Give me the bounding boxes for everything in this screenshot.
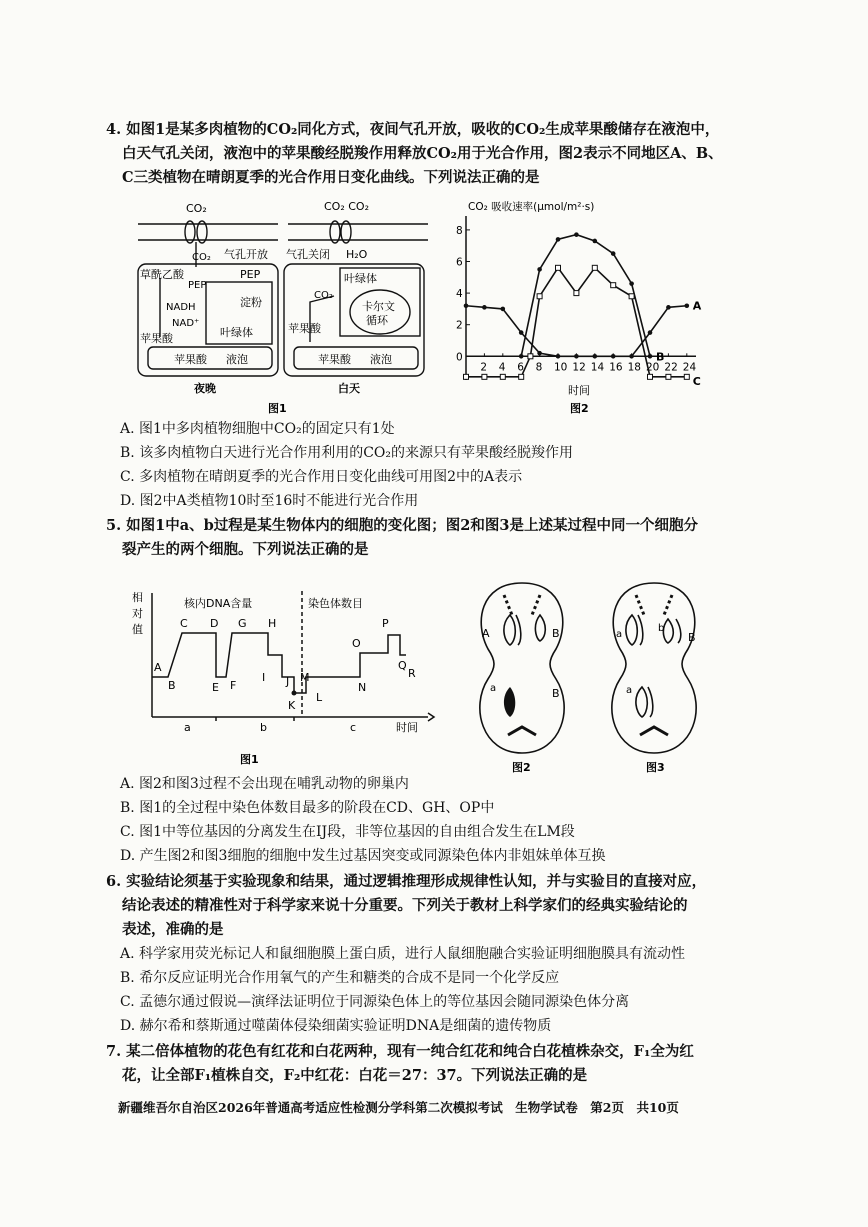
time-label: 时间: [396, 721, 418, 734]
point-Q: Q: [398, 659, 407, 672]
calvin-1-label: 卡尔文: [362, 300, 395, 313]
q7-line-1: 7. 某二倍体植物的花色有红花和白花两种，现有一纯合红花和纯合白花植株杂交，F₁全为红: [106, 1043, 694, 1060]
co2-mid-label: CO₂: [192, 252, 211, 263]
series-B-point: [574, 232, 579, 237]
series-C-point: [592, 265, 597, 270]
x-tick-label: 18: [627, 361, 641, 374]
page-footer: 新疆维吾尔自治区2026年普通高考适应性检测分学科第二次模拟考试 生物学试卷 第2页 共10页: [118, 1100, 679, 1115]
q5-figure-1: [128, 585, 448, 770]
point-B: B: [168, 679, 176, 692]
malic-vacuole-day-label: 苹果酸: [318, 353, 351, 366]
q5-fig1-caption: 图1: [240, 753, 259, 766]
point-O: O: [352, 637, 361, 650]
point-F: F: [230, 679, 237, 692]
point-H: H: [268, 617, 277, 630]
q4-line-2: 白天气孔关闭，液泡中的苹果酸经脱羧作用释放CO₂用于光合作用，图2表示不同地区A、B、: [122, 145, 723, 162]
fig2-gene-B: B: [552, 627, 560, 640]
q4-fig1-caption: 图1: [268, 402, 287, 415]
point-K: K: [288, 699, 296, 712]
q5-line-1: 5. 如图1中a、b过程是某生物体内的细胞的变化图；图2和图3是上述某过程中同一个细胞分: [106, 517, 698, 534]
chromosome-number-label: 染色体数目: [308, 597, 363, 610]
series-C-point: [528, 354, 533, 359]
co2-top-day-label: CO₂ CO₂: [324, 200, 369, 213]
point-J: J: [286, 675, 290, 688]
point-E: E: [212, 681, 219, 694]
vacuole-day-label: 液泡: [370, 353, 392, 366]
segment-a-label: a: [184, 721, 191, 734]
series-B-point: [611, 251, 616, 256]
series-C-point: [574, 291, 579, 296]
q4-option-b: B. 该多肉植物白天进行光合作用利用的CO₂的来源只有苹果酸经脱羧作用: [120, 445, 573, 461]
q5-option-b: B. 图1的全过程中染色体数目最多的阶段在CD、GH、OP中: [120, 800, 495, 816]
series-A-point: [556, 354, 561, 359]
day-label: 白天: [338, 382, 360, 395]
q5-fig2-caption: 图2: [512, 761, 531, 774]
co2-day-label: CO₂: [314, 290, 333, 301]
q4-option-d: D. 图2中A类植物10时至16时不能进行光合作用: [120, 493, 419, 509]
x-tick-label: 8: [535, 361, 543, 374]
co2-top-night-label: CO₂: [186, 202, 207, 215]
fig2-gene-a: a: [490, 683, 497, 694]
series-B-point: [537, 267, 542, 272]
stoma-closed-label: 气孔关闭: [286, 248, 330, 261]
fig2-gene-A: A: [482, 627, 490, 640]
series-A-point: [519, 330, 524, 335]
series-C-point: [537, 294, 542, 299]
y-tick-label: 4: [456, 288, 463, 301]
series-C-point: [556, 265, 561, 270]
question-5-stem: [106, 514, 766, 562]
question-7-stem: [106, 1040, 766, 1088]
series-B-point: [593, 239, 598, 244]
fig3-gene-a2: a: [626, 685, 633, 696]
starch-label: 淀粉: [240, 296, 262, 309]
q7-line-2: 花，让全部F₁植株自交，F₂中红花：白花＝27：37。下列说法正确的是: [122, 1067, 588, 1084]
malic-night-label: 苹果酸: [140, 332, 173, 345]
chloroplast-day-label: 叶绿体: [344, 272, 377, 285]
q5-figure-2: [460, 575, 590, 775]
series-C-point: [464, 374, 469, 379]
y-char-2: 对: [132, 607, 143, 620]
q5-fig3-caption: 图3: [646, 761, 665, 774]
series-A-point: [537, 351, 542, 356]
q5-option-a: A. 图2和图3过程不会出现在哺乳动物的卵巢内: [120, 776, 409, 792]
pep-label: PEP: [240, 268, 261, 281]
series-C-point: [611, 283, 616, 288]
series-A-point: [482, 305, 487, 310]
series-A-point: [593, 354, 598, 359]
point-N: N: [358, 681, 367, 694]
q4-line-3: C三类植物在晴朗夏季的光合作用日变化曲线。下列说法正确的是: [122, 169, 540, 186]
point-P: P: [382, 617, 389, 630]
q6-option-b: B. 希尔反应证明光合作用氧气的产生和糖类的合成不是同一个化学反应: [120, 970, 560, 986]
y-char-1: 相: [132, 591, 143, 604]
x-tick-label: 12: [572, 361, 586, 374]
fig3-gene-a: a: [616, 629, 623, 640]
series-C-point: [500, 374, 505, 379]
dna-content-label: 核内DNA含量: [184, 597, 253, 610]
series-B-point: [648, 354, 653, 359]
chloroplast-night-label: 叶绿体: [220, 326, 253, 339]
series-A-point: [629, 354, 634, 359]
point-D: D: [210, 617, 219, 630]
q4-line-1: 4. 如图1是某多肉植物的CO₂同化方式，夜间气孔开放，吸收的CO₂生成苹果酸储存在液泡中，: [106, 121, 720, 138]
series-C-point: [666, 374, 671, 379]
x-tick-label: 22: [664, 361, 678, 374]
series-C-point: [482, 374, 487, 379]
question-4-stem: [106, 118, 766, 190]
q5-option-c: C. 图1中等位基因的分离发生在IJ段，非等位基因的自由组合发生在LM段: [120, 824, 575, 840]
q6-option-a: A. 科学家用荧光标记人和鼠细胞膜上蛋白质，进行人鼠细胞融合实验证明细胞膜具有流动性: [120, 946, 686, 962]
point-M: M: [300, 671, 310, 684]
series-A-point: [611, 354, 616, 359]
nadh-label: NADH: [166, 302, 196, 313]
question-6-stem: [106, 870, 766, 942]
series-B-point: [556, 237, 561, 242]
calvin-2-label: 循环: [366, 314, 388, 327]
point-A: A: [154, 661, 162, 674]
q4-figure-2-chart: [448, 196, 718, 418]
series-B-point: [629, 281, 634, 286]
y-tick-label: 2: [456, 319, 463, 332]
nad-label: NAD⁺: [172, 318, 200, 329]
series-B-point: [519, 354, 524, 359]
q4-figure-1: [128, 192, 438, 417]
y-tick-label: 6: [456, 256, 463, 269]
point-G: G: [238, 617, 247, 630]
segment-c-label: c: [350, 721, 357, 734]
segment-b-label: b: [260, 721, 267, 734]
malic-vacuole-night-label: 苹果酸: [174, 353, 207, 366]
q4-option-a: A. 图1中多肉植物细胞中CO₂的固定只有1处: [120, 421, 395, 437]
fig2-gene-B2: B: [552, 687, 560, 700]
series-A-point: [464, 303, 469, 308]
pep2-label: PEP: [188, 280, 207, 291]
series-A-point: [574, 354, 579, 359]
point-R: R: [408, 667, 416, 680]
vacuole-night-label: 液泡: [226, 353, 248, 366]
x-tick-label: 4: [498, 361, 506, 374]
point-C: C: [180, 617, 188, 630]
q4-fig2-caption: 图2: [570, 402, 589, 415]
q6-option-d: D. 赫尔希和蔡斯通过噬菌体侵染细菌实验证明DNA是细菌的遗传物质: [120, 1018, 552, 1034]
x-tick-label: 24: [682, 361, 697, 374]
x-tick-label: 10: [554, 361, 568, 374]
y-tick-label: 0: [456, 351, 463, 364]
x-tick-label: 20: [646, 361, 660, 374]
q5-line-2: 裂产生的两个细胞。下列说法正确的是: [122, 541, 369, 558]
y-char-3: 值: [132, 623, 143, 636]
series-A-point: [501, 307, 506, 312]
q5-option-d: D. 产生图2和图3细胞的细胞中发生过基因突变或同源染色体内非姐妹单体互换: [120, 848, 606, 864]
x-tick-label: 6: [517, 361, 524, 374]
fig3-gene-b: b: [658, 623, 665, 634]
q6-option-c: C. 孟德尔通过假说—演绎法证明位于同源染色体上的等位基因会随同源染色体分离: [120, 994, 630, 1010]
series-A-point: [685, 303, 690, 308]
series-C-point: [519, 374, 524, 379]
series-A-line: [466, 306, 687, 357]
series-C-point: [648, 374, 653, 379]
series-C-point: [684, 374, 689, 379]
malic-day-label: 苹果酸: [288, 322, 321, 335]
y-tick-label: 8: [456, 224, 463, 237]
oaa-label: 草酰乙酸: [140, 268, 184, 281]
chart-y-axis-label: CO₂ 吸收速率(μmol/m²·s): [468, 201, 595, 213]
x-tick-label: 14: [590, 361, 605, 374]
night-label: 夜晚: [194, 382, 216, 395]
point-I: I: [262, 671, 266, 684]
q5-figure-3: [592, 575, 722, 775]
series-A-point: [666, 305, 671, 310]
x-tick-label: 2: [480, 361, 488, 374]
q6-line-1: 6. 实验结论须基于实验现象和结果，通过逻辑推理形成规律性认知，并与实验目的直接对应，: [106, 873, 707, 890]
series-C-label: C: [692, 374, 701, 388]
x-tick-label: 16: [609, 361, 623, 374]
q4-option-c: C. 多肉植物在晴朗夏季的光合作用日变化曲线可用图2中的A表示: [120, 469, 523, 485]
series-A-label: A: [692, 299, 702, 313]
fig3-gene-B: B: [688, 631, 696, 644]
stoma-open-label: 气孔开放: [224, 248, 268, 261]
series-B-label: B: [656, 350, 665, 364]
q6-line-2: 结论表述的精准性对于科学家来说十分重要。下列关于教材上科学家们的经典实验结论的: [122, 897, 688, 914]
point-L: L: [316, 691, 323, 704]
chart-x-axis-label: 时间: [568, 384, 590, 397]
series-A-point: [648, 330, 653, 335]
series-C-point: [629, 294, 634, 299]
q6-line-3: 表述，准确的是: [122, 921, 224, 938]
h2o-label: H₂O: [346, 248, 368, 261]
